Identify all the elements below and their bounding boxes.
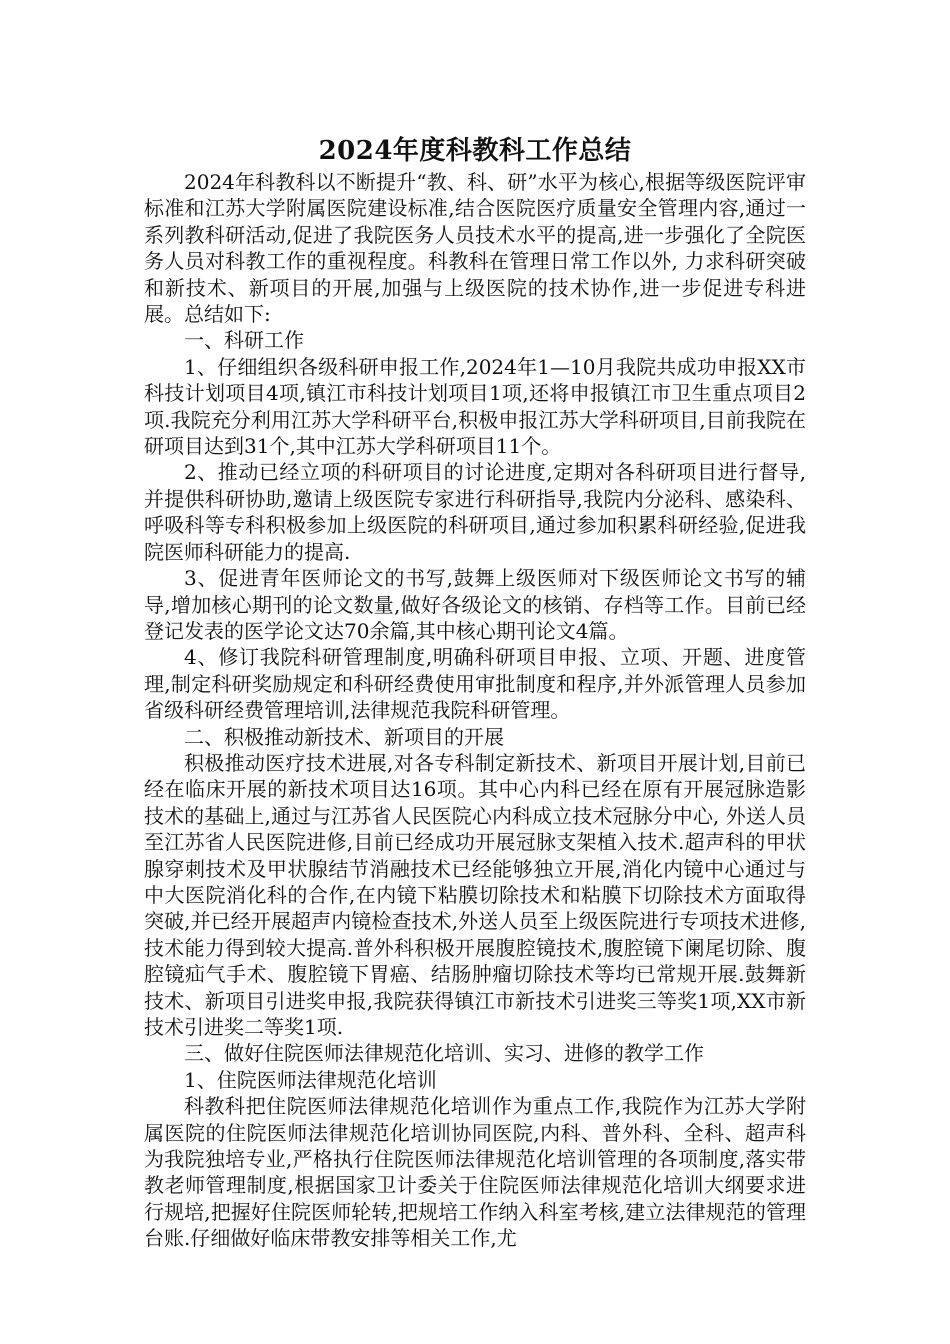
document-title: 2024年度科教科工作总结 [318, 136, 632, 166]
research-paragraph-1: 1、仔细组织各级科研申报工作,2024年1—10月我院共成功申报XX市科技计划项目4项,镇江市科技计划项目1项,还将申报镇江市卫生重点项目2项.我院充分利用江苏大学科研平台,积极申报江苏大学科研项目,目前我院在研项目达到31个,其中江苏大学科研项目11个。 [144, 354, 806, 459]
intro-paragraph: 2024年科教科以不断提升“教、科、研”水平为核心,根据等级医院评审标准和江苏大学附属医院建设标准,结合医院医疗质量安全管理内容,通过一系列教科研活动,促进了我院医务人员技术水平的提高,进一步强化了全院医务人员对科教工作的重视程度。科教科在管理日常工作以外, 力求科研突破和新技术、新项目的开展,加强与上级医院的技术协作,进一步促进专科进展。总结如下: [144, 170, 806, 327]
document-body [144, 133, 806, 1252]
section-heading-research: 一、科研工作 [184, 328, 304, 353]
subsection-heading-residency: 1、住院医师法律规范化培训 [184, 1067, 437, 1092]
section-heading-teaching: 三、做好住院医师法律规范化培训、实习、进修的教学工作 [184, 1041, 704, 1066]
research-paragraph-3: 3、促进青年医师论文的书写,鼓舞上级医师对下级医师论文书写的辅导,增加核心期刊的论文数量,做好各级论文的核销、存档等工作。目前已经登记发表的医学论文达70余篇,其中核心期刊论文4篇。 [144, 566, 806, 643]
research-paragraph-4: 4、修订我院科研管理制度,明确科研项目申报、立项、开题、进度管理,制定科研奖励规定和科研经费使用审批制度和程序,并外派管理人员参加省级科研经费管理培训,法律规范我院科研管理。 [144, 645, 806, 723]
new-tech-paragraph: 积极推动医疗技术进展,对各专科制定新技术、新项目开展计划,目前已经在临床开展的新技术项目达16项。其中心内科已经在原有开展冠脉造影技术的基础上,通过与江苏省人民医院心内科成立技术冠脉分中心, 外送人员至江苏省人民医院进修,目前已经成功开展冠脉支架植入技术.超声科的甲状腺穿刺技术及甲状腺结节消融技术已经能够独立开展,消化内镜中心通过与中大医院消化科的合作,在内镜下粘膜切除技术和粘膜下切除技术方面取得突破,并已经开展超声内镜检查技术,外送人员至上级医院进行专项技术进修,技术能力得到较大提高.普外科积极开展腹腔镜技术,腹腔镜下阑尾切除、腹腔镜疝气手术、腹腔镜下胃癌、结肠肿瘤切除技术等均已常规开展.鼓舞新技术、新项目引进奖申报,我院获得镇江市新技术引进奖三等奖1项,XX市新技术引进奖二等奖1项. [144, 750, 806, 1039]
research-paragraph-2: 2、推动已经立项的科研项目的讨论进度,定期对各科研项目进行督导,并提供科研协助,邀请上级医院专家进行科研指导,我院内分泌科、感染科、呼吸科等专科积极参加上级医院的科研项目,通过参加积累科研经验,促进我院医师科研能力的提高. [144, 460, 806, 564]
section-heading-new-tech: 二、积极推动新技术、新项目的开展 [184, 724, 504, 749]
residency-paragraph: 科教科把住院医师法律规范化培训作为重点工作,我院作为江苏大学附属医院的住院医师法律规范化培训协同医院,内科、普外科、全科、超声科为我院独培专业,严格执行住院医师法律规范化培训管理的各项制度,落实带教老师管理制度,根据国家卫计委关于住院医师法律规范化培训大纲要求进行规培,把握好住院医师轮转,把规培工作纳入科室考核,建立法律规范的管理台账.仔细做好临床带教安排等相关工作,尤 [144, 1094, 806, 1251]
